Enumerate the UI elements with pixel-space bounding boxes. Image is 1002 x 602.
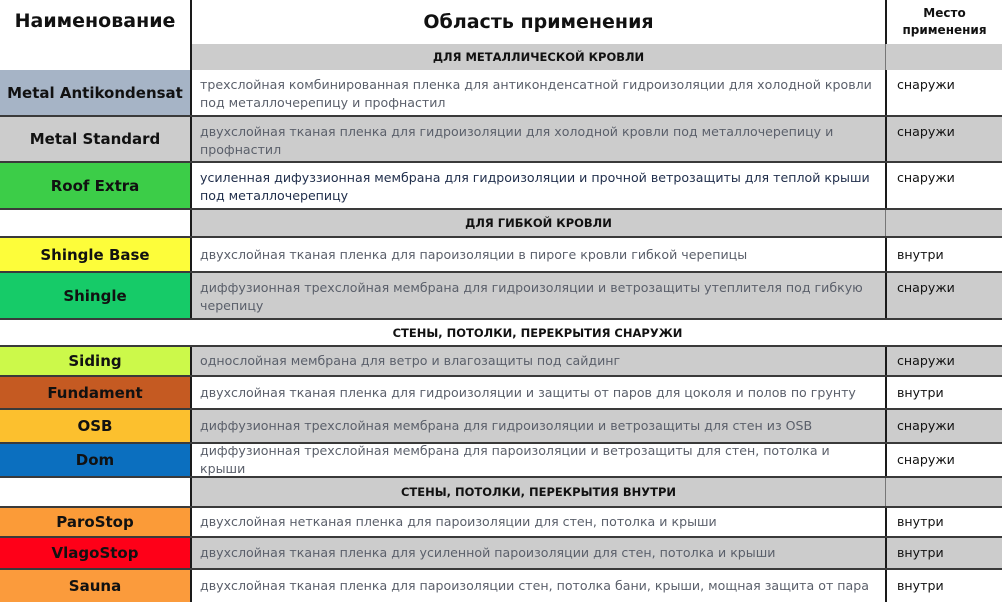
table-row — [0, 410, 1002, 444]
product-place: снаружи — [885, 273, 1002, 318]
product-name: Sauna — [0, 570, 190, 602]
section-place-empty — [885, 478, 1002, 506]
header-name: Наименование — [14, 10, 176, 32]
section-title: СТЕНЫ, ПОТОЛКИ, ПЕРЕКРЫТИЯ СНАРУЖИ — [190, 320, 885, 345]
product-place: снаружи — [885, 347, 1002, 375]
section-place-empty — [885, 320, 1002, 345]
product-description: двухслойная нетканая пленка для пароизоляции для стен, потолка и крыши — [190, 508, 885, 536]
product-place: внутри — [885, 508, 1002, 536]
product-description: двухслойная тканая пленка для пароизоляции в пироге кровли гибкой черепицы — [190, 238, 885, 271]
product-place: снаружи — [885, 163, 1002, 208]
product-place: внутри — [885, 377, 1002, 408]
product-place: внутри — [885, 538, 1002, 568]
product-place: внутри — [885, 238, 1002, 271]
product-name: Shingle Base — [0, 238, 190, 271]
table-row — [0, 238, 1002, 273]
header-place: Место применения — [885, 0, 1002, 44]
section-header — [0, 210, 1002, 238]
product-description: трехслойная комбинированная пленка для антиконденсатной гидроизоляции для холодной кровли под металлочерепицу и профнастил — [190, 70, 885, 115]
product-description: диффузионная трехслойная мембрана для гидроизоляции и ветрозащиты для стен из OSB — [190, 410, 885, 442]
table-row — [0, 273, 1002, 320]
product-place: снаружи — [885, 70, 1002, 115]
table-row — [0, 70, 1002, 117]
header-area: Область применения — [190, 0, 885, 44]
product-description: двухслойная тканая пленка для пароизоляции стен, потолка бани, крыши, мощная защита от пара — [190, 570, 885, 602]
table-row — [0, 347, 1002, 377]
product-description: диффузионная трехслойная мембрана для пароизоляции и ветрозащиты для стен, потолка и крыши — [190, 444, 885, 476]
product-name: VlagoStop — [0, 538, 190, 568]
product-name: Metal Antikondensat — [0, 70, 190, 115]
table-header — [0, 0, 1002, 44]
product-place: внутри — [885, 570, 1002, 602]
section-place-empty — [885, 44, 1002, 70]
product-name: Fundament — [0, 377, 190, 408]
product-place: снаружи — [885, 117, 1002, 161]
table-row — [0, 570, 1002, 602]
table-row — [0, 444, 1002, 478]
product-place: снаружи — [885, 410, 1002, 442]
product-name: Metal Standard — [0, 117, 190, 161]
product-name: OSB — [0, 410, 190, 442]
section-header — [0, 478, 1002, 508]
section-title: ДЛЯ ГИБКОЙ КРОВЛИ — [190, 210, 885, 236]
product-name: Dom — [0, 444, 190, 476]
product-name: ParoStop — [0, 508, 190, 536]
table-row — [0, 117, 1002, 163]
section-title: СТЕНЫ, ПОТОЛКИ, ПЕРЕКРЫТИЯ ВНУТРИ — [190, 478, 885, 506]
table-row — [0, 163, 1002, 210]
product-name: Siding — [0, 347, 190, 375]
product-description: усиленная дифуззионная мембрана для гидроизоляции и прочной ветрозащиты для теплой крыши под металлочерепицу — [190, 163, 885, 208]
product-description: двухслойная тканая пленка для гидроизоляции и защиты от паров для цоколя и полов по грунту — [190, 377, 885, 408]
product-name: Shingle — [0, 273, 190, 318]
section-header — [0, 44, 1002, 70]
section-header — [0, 320, 1002, 347]
product-description: двухслойная тканая пленка для усиленной пароизоляции для стен, потолка и крыши — [190, 538, 885, 568]
section-title: ДЛЯ МЕТАЛЛИЧЕСКОЙ КРОВЛИ — [190, 44, 885, 70]
product-description: двухслойная тканая пленка для гидроизоляции для холодной кровли под металлочерепицу и профнастил — [190, 117, 885, 161]
table-row — [0, 377, 1002, 410]
product-place: снаружи — [885, 444, 1002, 476]
product-name: Roof Extra — [0, 163, 190, 208]
section-place-empty — [885, 210, 1002, 236]
table-row — [0, 508, 1002, 538]
table-row — [0, 538, 1002, 570]
product-description: диффузионная трехслойная мембрана для гидроизоляции и ветрозащиты утеплителя под гибкую черепицу — [190, 273, 885, 318]
product-description: однослойная мембрана для ветро и влагозащиты под сайдинг — [190, 347, 885, 375]
